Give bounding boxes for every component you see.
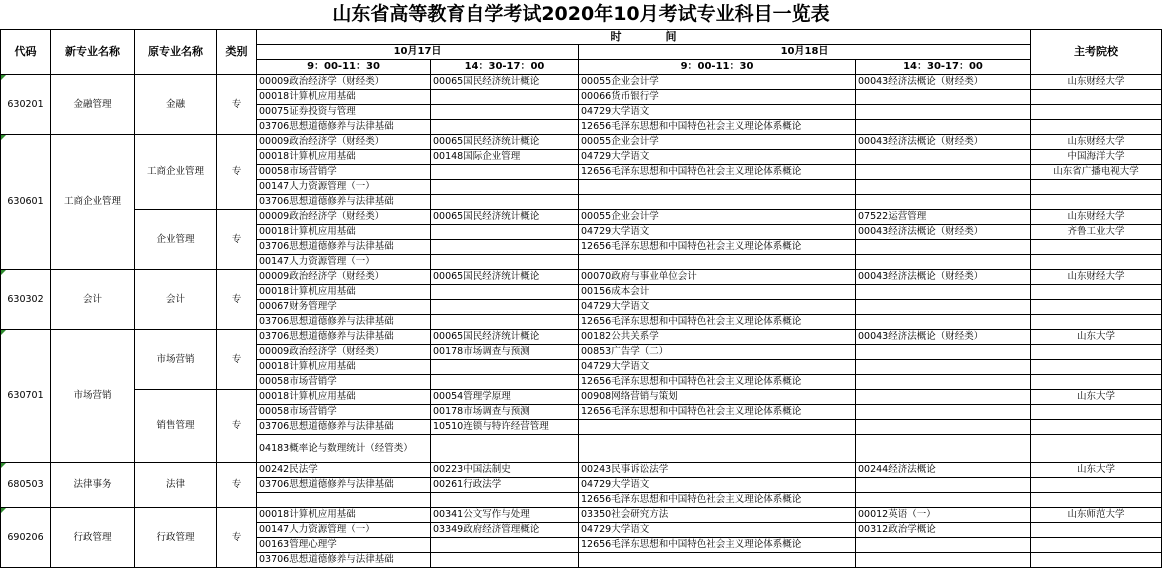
day1-morning-cell: 00147人力资源管理（一）	[257, 255, 431, 270]
day2-morning-cell: 04729大学语文	[579, 105, 856, 120]
schedule-body	[1, 30, 1162, 568]
day1-morning-cell: 00018计算机应用基础	[257, 508, 431, 523]
school-cell	[1031, 255, 1162, 270]
table-row	[1, 75, 1162, 90]
school-cell	[1031, 195, 1162, 210]
day1-afternoon-cell: 00065国民经济统计概论	[431, 210, 579, 225]
day1-morning-cell: 00163管理心理学	[257, 538, 431, 553]
day2-afternoon-cell: 00312政治学概论	[856, 523, 1031, 538]
header-day-1: 10月17日	[257, 45, 579, 60]
day2-morning-cell: 04729大学语文	[579, 225, 856, 240]
day1-afternoon-cell: 03349政府经济管理概论	[431, 523, 579, 538]
table-row	[1, 270, 1162, 285]
major-code: 690206	[1, 508, 51, 568]
school-cell	[1031, 300, 1162, 315]
major-code: 630302	[1, 270, 51, 330]
old-major-name: 法律	[135, 463, 217, 508]
school-cell: 山东财经大学	[1031, 270, 1162, 285]
school-cell	[1031, 553, 1162, 568]
day2-afternoon-cell	[856, 195, 1031, 210]
day1-afternoon-cell: 00178市场调查与预测	[431, 405, 579, 420]
school-cell: 山东财经大学	[1031, 135, 1162, 150]
day1-afternoon-cell: 00341公文写作与处理	[431, 508, 579, 523]
day1-morning-cell: 00018计算机应用基础	[257, 390, 431, 405]
day1-morning-cell: 04183概率论与数理统计（经管类）	[257, 435, 431, 463]
day2-afternoon-cell	[856, 120, 1031, 135]
day1-afternoon-cell: 00178市场调查与预测	[431, 345, 579, 360]
header-day1-morning: 9：00-11：30	[257, 60, 431, 75]
day1-morning-cell: 00018计算机应用基础	[257, 90, 431, 105]
day2-morning-cell: 12656毛泽东思想和中国特色社会主义理论体系概论	[579, 315, 856, 330]
day2-afternoon-cell: 07522运营管理	[856, 210, 1031, 225]
school-cell	[1031, 478, 1162, 493]
day2-morning-cell: 00908网络营销与策划	[579, 390, 856, 405]
day2-afternoon-cell: 00043经济法概论（财经类）	[856, 330, 1031, 345]
new-major-name: 市场营销	[51, 330, 135, 463]
header-code: 代码	[1, 30, 51, 75]
day2-afternoon-cell	[856, 255, 1031, 270]
new-major-name: 工商企业管理	[51, 135, 135, 270]
day2-afternoon-cell	[856, 165, 1031, 180]
major-code: 630701	[1, 330, 51, 463]
day1-afternoon-cell	[431, 553, 579, 568]
school-cell	[1031, 120, 1162, 135]
school-cell	[1031, 180, 1162, 195]
day1-morning-cell: 03706思想道德修养与法律基础	[257, 330, 431, 345]
day2-afternoon-cell	[856, 435, 1031, 463]
header-day2-morning: 9：00-11：30	[579, 60, 856, 75]
header-day1-afternoon: 14：30-17：00	[431, 60, 579, 75]
major-code: 630601	[1, 135, 51, 270]
day1-afternoon-cell	[431, 435, 579, 463]
day2-afternoon-cell	[856, 493, 1031, 508]
header-school: 主考院校	[1031, 30, 1162, 75]
day2-afternoon-cell	[856, 375, 1031, 390]
header-new-major: 新专业名称	[51, 30, 135, 75]
day1-afternoon-cell: 00065国民经济统计概论	[431, 270, 579, 285]
day2-morning-cell: 12656毛泽东思想和中国特色社会主义理论体系概论	[579, 120, 856, 135]
day2-afternoon-cell	[856, 150, 1031, 165]
day1-afternoon-cell: 00223中国法制史	[431, 463, 579, 478]
category-cell: 专	[217, 390, 257, 463]
school-cell	[1031, 105, 1162, 120]
page-title: 山东省高等教育自学考试2020年10月考试专业科目一览表	[332, 3, 830, 25]
old-major-name: 行政管理	[135, 508, 217, 568]
new-major-name: 行政管理	[51, 508, 135, 568]
table-row	[1, 463, 1162, 478]
day1-afternoon-cell	[431, 105, 579, 120]
header-old-major: 原专业名称	[135, 30, 217, 75]
day1-afternoon-cell	[431, 493, 579, 508]
day2-afternoon-cell	[856, 180, 1031, 195]
category-cell: 专	[217, 210, 257, 270]
day1-afternoon-cell	[431, 300, 579, 315]
day1-morning-cell	[257, 493, 431, 508]
day1-afternoon-cell	[431, 225, 579, 240]
school-cell	[1031, 240, 1162, 255]
old-major-name: 市场营销	[135, 330, 217, 390]
header-category: 类别	[217, 30, 257, 75]
day2-morning-cell	[579, 180, 856, 195]
day2-afternoon-cell	[856, 478, 1031, 493]
day2-morning-cell: 00853广告学（二）	[579, 345, 856, 360]
day1-morning-cell: 00058市场营销学	[257, 165, 431, 180]
day2-morning-cell: 04729大学语文	[579, 523, 856, 538]
day2-morning-cell: 00055企业会计学	[579, 210, 856, 225]
day2-morning-cell: 04729大学语文	[579, 478, 856, 493]
old-major-name: 金融	[135, 75, 217, 135]
category-cell: 专	[217, 508, 257, 568]
day2-morning-cell	[579, 553, 856, 568]
category-cell: 专	[217, 463, 257, 508]
day2-morning-cell: 12656毛泽东思想和中国特色社会主义理论体系概论	[579, 240, 856, 255]
day2-morning-cell	[579, 435, 856, 463]
day1-afternoon-cell: 00054管理学原理	[431, 390, 579, 405]
day2-afternoon-cell: 00012英语（一）	[856, 508, 1031, 523]
day1-morning-cell: 00009政治经济学（财经类）	[257, 345, 431, 360]
category-cell: 专	[217, 75, 257, 135]
day2-afternoon-cell	[856, 360, 1031, 375]
category-cell: 专	[217, 135, 257, 210]
school-cell	[1031, 420, 1162, 435]
day2-afternoon-cell	[856, 105, 1031, 120]
day2-afternoon-cell	[856, 315, 1031, 330]
major-code: 630201	[1, 75, 51, 135]
day2-afternoon-cell: 00043经济法概论（财经类）	[856, 135, 1031, 150]
day1-morning-cell: 00009政治经济学（财经类）	[257, 270, 431, 285]
category-cell: 专	[217, 330, 257, 390]
school-cell: 山东财经大学	[1031, 210, 1162, 225]
header-day-2: 10月18日	[579, 45, 1031, 60]
day1-morning-cell: 00009政治经济学（财经类）	[257, 135, 431, 150]
day2-morning-cell: 00243民事诉讼法学	[579, 463, 856, 478]
day1-morning-cell: 00018计算机应用基础	[257, 150, 431, 165]
school-cell	[1031, 405, 1162, 420]
day1-morning-cell: 03706思想道德修养与法律基础	[257, 120, 431, 135]
day1-morning-cell: 03706思想道德修养与法律基础	[257, 420, 431, 435]
day2-afternoon-cell	[856, 538, 1031, 553]
school-cell: 山东财经大学	[1031, 75, 1162, 90]
day1-afternoon-cell: 00065国民经济统计概论	[431, 75, 579, 90]
school-cell	[1031, 315, 1162, 330]
day1-morning-cell: 03706思想道德修养与法律基础	[257, 478, 431, 493]
day1-morning-cell: 00018计算机应用基础	[257, 225, 431, 240]
day2-afternoon-cell: 00043经济法概论（财经类）	[856, 225, 1031, 240]
school-cell	[1031, 523, 1162, 538]
day1-morning-cell: 00147人力资源管理（一）	[257, 523, 431, 538]
new-major-name: 会计	[51, 270, 135, 330]
table-row	[1, 330, 1162, 345]
day1-morning-cell: 00018计算机应用基础	[257, 360, 431, 375]
day2-morning-cell: 04729大学语文	[579, 300, 856, 315]
day1-morning-cell: 00058市场营销学	[257, 375, 431, 390]
new-major-name: 法律事务	[51, 463, 135, 508]
day2-morning-cell: 04729大学语文	[579, 150, 856, 165]
day1-afternoon-cell	[431, 315, 579, 330]
day1-afternoon-cell	[431, 165, 579, 180]
day1-afternoon-cell	[431, 90, 579, 105]
day1-afternoon-cell	[431, 120, 579, 135]
old-major-name: 工商企业管理	[135, 135, 217, 210]
day1-morning-cell: 00067财务管理学	[257, 300, 431, 315]
day2-morning-cell: 00055企业会计学	[579, 135, 856, 150]
day2-morning-cell: 00070政府与事业单位会计	[579, 270, 856, 285]
school-cell	[1031, 493, 1162, 508]
school-cell: 中国海洋大学	[1031, 150, 1162, 165]
day1-morning-cell: 00018计算机应用基础	[257, 285, 431, 300]
day1-afternoon-cell	[431, 180, 579, 195]
old-major-name: 会计	[135, 270, 217, 330]
day2-afternoon-cell	[856, 345, 1031, 360]
table-row	[1, 210, 1162, 225]
day2-morning-cell: 12656毛泽东思想和中国特色社会主义理论体系概论	[579, 405, 856, 420]
header-time: 时 间	[257, 30, 1031, 45]
school-cell	[1031, 375, 1162, 390]
day1-morning-cell: 00075证券投资与管理	[257, 105, 431, 120]
day2-afternoon-cell	[856, 405, 1031, 420]
school-cell: 山东大学	[1031, 330, 1162, 345]
day2-afternoon-cell: 00043经济法概论（财经类）	[856, 270, 1031, 285]
schedule-table	[0, 29, 1162, 568]
school-cell	[1031, 360, 1162, 375]
day2-afternoon-cell	[856, 553, 1031, 568]
old-major-name: 企业管理	[135, 210, 217, 270]
day2-afternoon-cell: 00043经济法概论（财经类）	[856, 75, 1031, 90]
day1-morning-cell: 03706思想道德修养与法律基础	[257, 240, 431, 255]
day1-morning-cell: 00242民法学	[257, 463, 431, 478]
day2-morning-cell: 12656毛泽东思想和中国特色社会主义理论体系概论	[579, 538, 856, 553]
day1-morning-cell: 03706思想道德修养与法律基础	[257, 195, 431, 210]
table-row	[1, 390, 1162, 405]
day2-morning-cell	[579, 195, 856, 210]
day2-morning-cell: 00182公共关系学	[579, 330, 856, 345]
day2-afternoon-cell	[856, 240, 1031, 255]
school-cell	[1031, 538, 1162, 553]
day1-afternoon-cell	[431, 375, 579, 390]
school-cell	[1031, 90, 1162, 105]
day1-morning-cell: 03706思想道德修养与法律基础	[257, 553, 431, 568]
day2-afternoon-cell	[856, 420, 1031, 435]
day1-afternoon-cell	[431, 285, 579, 300]
new-major-name: 金融管理	[51, 75, 135, 135]
school-cell: 山东省广播电视大学	[1031, 165, 1162, 180]
day2-morning-cell: 12656毛泽东思想和中国特色社会主义理论体系概论	[579, 493, 856, 508]
day2-morning-cell: 00156成本会计	[579, 285, 856, 300]
day2-afternoon-cell	[856, 90, 1031, 105]
day1-afternoon-cell	[431, 195, 579, 210]
day2-afternoon-cell: 00244经济法概论	[856, 463, 1031, 478]
day2-morning-cell	[579, 420, 856, 435]
old-major-name: 销售管理	[135, 390, 217, 463]
major-code: 680503	[1, 463, 51, 508]
table-row	[1, 508, 1162, 523]
day1-morning-cell: 00058市场营销学	[257, 405, 431, 420]
day1-morning-cell: 00009政治经济学（财经类）	[257, 75, 431, 90]
day1-afternoon-cell	[431, 255, 579, 270]
day1-morning-cell: 00147人力资源管理（一）	[257, 180, 431, 195]
day2-morning-cell: 12656毛泽东思想和中国特色社会主义理论体系概论	[579, 375, 856, 390]
day1-afternoon-cell: 10510连锁与特许经营管理	[431, 420, 579, 435]
day1-afternoon-cell: 00261行政法学	[431, 478, 579, 493]
header-day2-afternoon: 14：30-17：00	[856, 60, 1031, 75]
school-cell	[1031, 345, 1162, 360]
day2-morning-cell: 04729大学语文	[579, 360, 856, 375]
day2-morning-cell: 00066货币银行学	[579, 90, 856, 105]
school-cell	[1031, 435, 1162, 463]
day2-afternoon-cell	[856, 390, 1031, 405]
school-cell: 山东师范大学	[1031, 508, 1162, 523]
day1-afternoon-cell	[431, 240, 579, 255]
day2-morning-cell	[579, 255, 856, 270]
day1-afternoon-cell: 00065国民经济统计概论	[431, 330, 579, 345]
day2-morning-cell: 03350社会研究方法	[579, 508, 856, 523]
day2-morning-cell: 12656毛泽东思想和中国特色社会主义理论体系概论	[579, 165, 856, 180]
day1-afternoon-cell: 00148国际企业管理	[431, 150, 579, 165]
day2-afternoon-cell	[856, 285, 1031, 300]
day2-afternoon-cell	[856, 300, 1031, 315]
day2-morning-cell: 00055企业会计学	[579, 75, 856, 90]
school-cell: 齐鲁工业大学	[1031, 225, 1162, 240]
day1-afternoon-cell: 00065国民经济统计概论	[431, 135, 579, 150]
school-cell: 山东大学	[1031, 390, 1162, 405]
school-cell: 山东大学	[1031, 463, 1162, 478]
day1-afternoon-cell	[431, 538, 579, 553]
school-cell	[1031, 285, 1162, 300]
day1-morning-cell: 00009政治经济学（财经类）	[257, 210, 431, 225]
table-row	[1, 135, 1162, 150]
day1-morning-cell: 03706思想道德修养与法律基础	[257, 315, 431, 330]
category-cell: 专	[217, 270, 257, 330]
day1-afternoon-cell	[431, 360, 579, 375]
